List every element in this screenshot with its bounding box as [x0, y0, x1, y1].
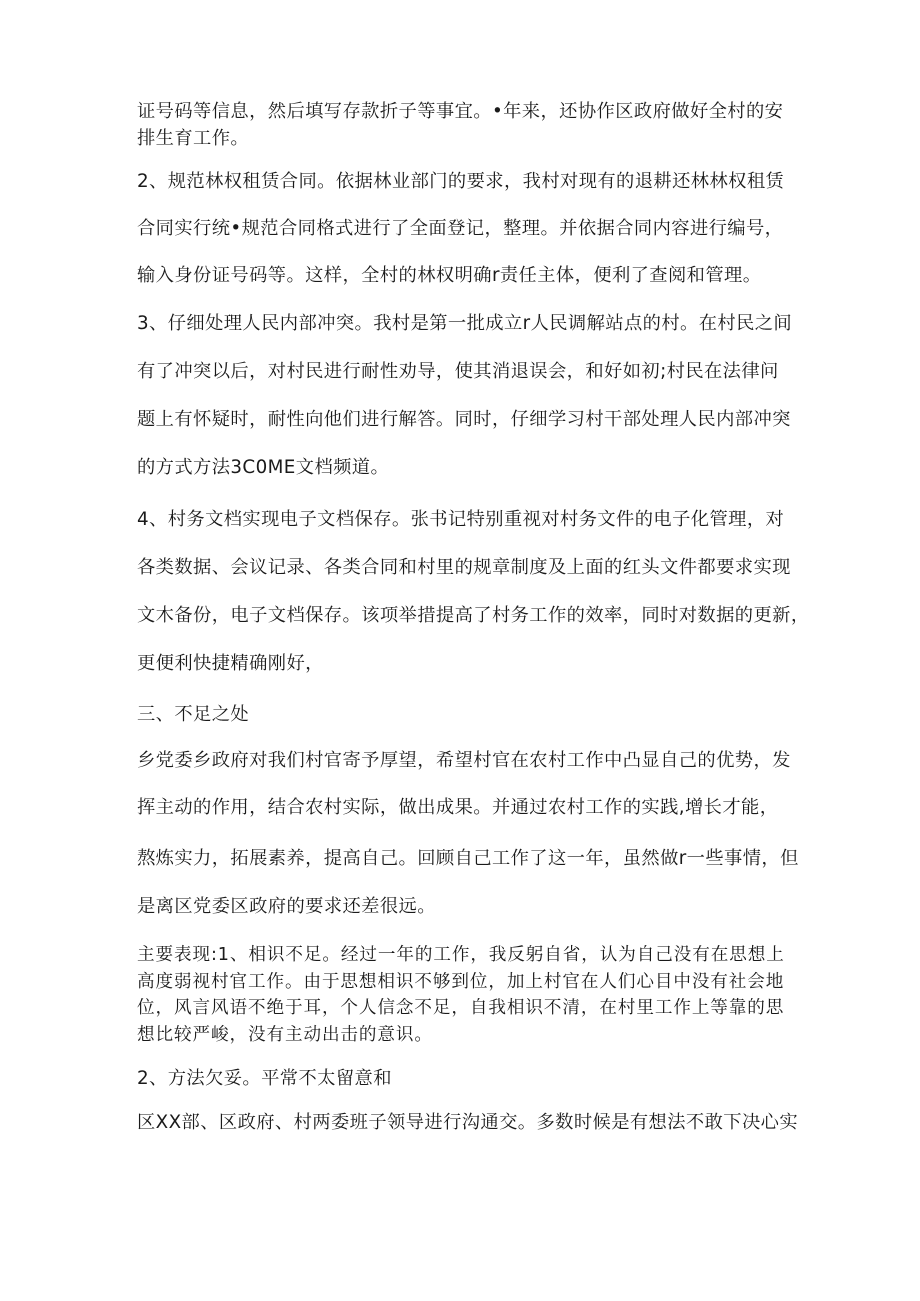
text-line: 更便利快捷精确刚好， — [137, 653, 324, 674]
text-line: 2、方法欠妥。平常不太留意和 — [137, 1068, 392, 1089]
text-line: 的方式方法3C0ME文档频道。 — [137, 457, 390, 478]
section-heading: 三、不足之处 — [137, 704, 250, 725]
text-line: 想比较严峻，没有主动出击的意识。 — [137, 1025, 433, 1045]
text-line: 4、村务文档实现电子文档保存。张书记特别重视对村务文件的电子化管理，对 — [137, 509, 785, 530]
text-line: 合同实行统•规范合同格式进行了全面登记，整理。并依据合同内容进行编号， — [137, 218, 784, 239]
text-line: 2、规范林权租赁合同。依据林业部门的要求，我村对现有的退耕还林林权租赁 — [137, 171, 785, 192]
text-line: 挥主动的作用，结合农村实际，做出成果。并通过农村工作的实践,增长才能， — [137, 797, 779, 818]
text-line: 区XX部、区政府、村两委班子领导进行沟通交。多数时候是有想法不敢下决心实 — [137, 1112, 799, 1133]
text-line: 3、仔细处理人民内部冲突。我村是第一批成立r人民调解站点的村。在村民之间 — [137, 313, 793, 334]
text-line: 有了冲突以后，对村民进行耐性劝导，使其消退误会，和好如初;村民在法律问 — [137, 361, 779, 382]
text-line: 输入身份证号码等。这样，全村的林权明确r责任主体，便利了查阅和管理。 — [137, 265, 762, 286]
text-line: 乡党委乡政府对我们村官寄予厚望，希望村官在农村工作中凸显自己的优势，发 — [137, 750, 791, 771]
text-line: 排生育工作。 — [137, 128, 250, 149]
text-line: 位，风言风语不绝于耳，个人信念不足，自我相识不清，在村里工作上等靠的思 — [137, 998, 785, 1018]
text-line: 证号码等信息，然后填写存款折子等事宜。•年来，还协作区政府做好全村的安 — [137, 101, 784, 122]
text-line: 高度弱视村官工作。由于思想相识不够到位，加上村官在人们心目中没有社会地 — [137, 972, 785, 992]
text-line: 主要表现:1、相识不足。经过一年的工作，我反躬自省，认为自己没有在思想上 — [137, 945, 785, 965]
text-line: 熬炼实力，拓展素养，提高自己。回顾自己工作了这一年，虽然做r一些事情，但 — [137, 848, 799, 869]
text-line: 各类数据、会议记录、各类合同和村里的规章制度及上面的红头文件都要求实现 — [137, 557, 791, 578]
text-line: 题上有怀疑时，耐性向他们进行解答。同时，仔细学习村干部处理人民内部冲突 — [137, 409, 791, 430]
text-line: 是离区党委区政府的要求还差很远。 — [137, 896, 436, 917]
text-line: 文木备份，电子文档保存。该项举措提高了村务工作的效率，同时对数据的更新， — [137, 605, 810, 626]
